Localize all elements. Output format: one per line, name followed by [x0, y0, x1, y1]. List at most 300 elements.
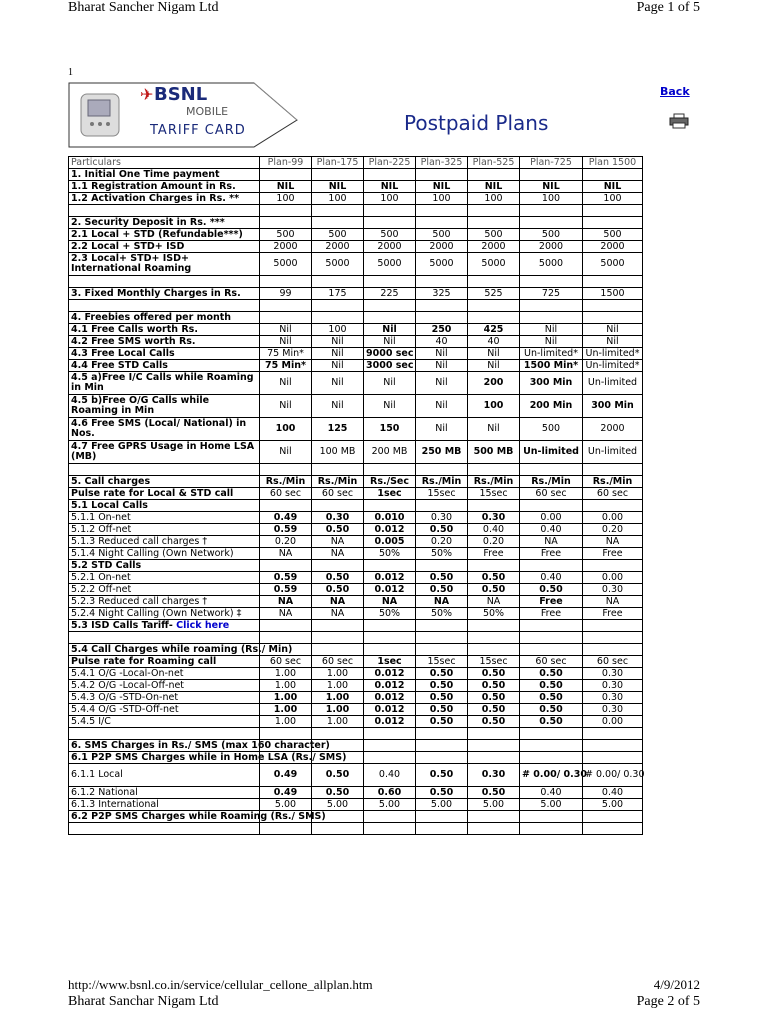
- table-cell: [520, 644, 583, 656]
- row-label: 5.3 ISD Calls Tariff- Click here: [69, 620, 260, 632]
- table-cell: 60 sec: [260, 488, 312, 500]
- table-cell: [364, 169, 416, 181]
- table-cell: [312, 300, 364, 312]
- table-cell: 2000: [583, 241, 643, 253]
- table-cell: [312, 500, 364, 512]
- table-cell: NA: [312, 548, 364, 560]
- table-cell: [520, 728, 583, 740]
- table-row: [69, 644, 643, 656]
- table-cell: 75 Min*: [260, 348, 312, 360]
- table-cell: 500: [260, 229, 312, 241]
- table-cell: 500: [364, 229, 416, 241]
- table-cell: NA: [468, 596, 520, 608]
- table-cell: 5000: [583, 253, 643, 276]
- table-cell: 425: [468, 324, 520, 336]
- table-cell: 0.012: [364, 692, 416, 704]
- table-cell: 0.50: [520, 704, 583, 716]
- table-row: [69, 348, 643, 360]
- row-label: 5. Call charges: [69, 476, 260, 488]
- table-cell: 0.20: [260, 536, 312, 548]
- table-cell: Nil: [468, 418, 520, 441]
- table-cell: [416, 560, 468, 572]
- table-cell: 0.50: [468, 716, 520, 728]
- table-cell: 100: [583, 193, 643, 205]
- table-cell: [468, 205, 520, 217]
- table-cell: 1.00: [312, 680, 364, 692]
- table-cell: [364, 728, 416, 740]
- table-cell: 0.50: [312, 572, 364, 584]
- table-cell: NA: [583, 536, 643, 548]
- table-cell: Free: [468, 548, 520, 560]
- table-cell: Nil: [468, 360, 520, 372]
- row-label: 5.4 Call Charges while roaming (Rs./ Min): [69, 644, 260, 656]
- footer-url: http://www.bsnl.co.in/service/cellular_cellone_allplan.htm: [68, 977, 373, 992]
- table-cell: [583, 217, 643, 229]
- table-cell: [468, 811, 520, 823]
- table-cell: 0.50: [520, 680, 583, 692]
- table-cell: [260, 169, 312, 181]
- table-cell: Un-limited*: [520, 348, 583, 360]
- table-row: [69, 181, 643, 193]
- row-label: [69, 632, 260, 644]
- table-cell: [364, 312, 416, 324]
- table-cell: Nil: [520, 324, 583, 336]
- table-cell: 1.00: [312, 668, 364, 680]
- table-cell: 15sec: [416, 488, 468, 500]
- row-label: 4.6 Free SMS (Local/ National) in Nos.: [69, 418, 260, 441]
- table-cell: [468, 632, 520, 644]
- table-cell: 0.50: [312, 584, 364, 596]
- logo-sub: MOBILE: [186, 105, 229, 118]
- table-cell: NA: [312, 608, 364, 620]
- table-cell: [468, 217, 520, 229]
- table-row: [69, 608, 643, 620]
- table-cell: [312, 823, 364, 835]
- table-cell: [364, 811, 416, 823]
- table-cell: [364, 217, 416, 229]
- table-row: [69, 787, 643, 799]
- table-cell: 5000: [364, 253, 416, 276]
- table-cell: [583, 728, 643, 740]
- row-label: 5.2.4 Night Calling (Own Network) ‡: [69, 608, 260, 620]
- table-cell: [312, 312, 364, 324]
- table-cell: NA: [364, 596, 416, 608]
- table-cell: NIL: [364, 181, 416, 193]
- table-row: [69, 500, 643, 512]
- table-cell: Plan-225: [364, 157, 416, 169]
- table-cell: 0.012: [364, 680, 416, 692]
- table-cell: 60 sec: [312, 656, 364, 668]
- table-cell: 2000: [260, 241, 312, 253]
- table-row: [69, 716, 643, 728]
- table-row: [69, 692, 643, 704]
- table-cell: 50%: [364, 548, 416, 560]
- table-cell: 0.50: [416, 704, 468, 716]
- table-cell: 500 MB: [468, 441, 520, 464]
- table-cell: Rs./Min: [416, 476, 468, 488]
- table-cell: [364, 500, 416, 512]
- table-cell: 0.50: [416, 764, 468, 787]
- row-label: 5.1.1 On-net: [69, 512, 260, 524]
- table-cell: 0.40: [520, 524, 583, 536]
- table-cell: NIL: [312, 181, 364, 193]
- table-cell: 100: [468, 193, 520, 205]
- table-cell: [520, 217, 583, 229]
- table-row: [69, 680, 643, 692]
- table-cell: 5000: [468, 253, 520, 276]
- table-cell: [260, 312, 312, 324]
- table-cell: Rs./Min: [583, 476, 643, 488]
- table-cell: 0.30: [583, 692, 643, 704]
- table-cell: 0.50: [312, 787, 364, 799]
- logo-card: TARIFF CARD: [150, 123, 246, 138]
- table-cell: [364, 752, 416, 764]
- footer-date: 4/9/2012: [653, 977, 700, 992]
- footer-right: Page 2 of 5: [636, 994, 700, 1009]
- table-cell: 40: [468, 336, 520, 348]
- page-title: Postpaid Plans: [404, 111, 549, 135]
- table-cell: [583, 169, 643, 181]
- table-cell: [520, 740, 583, 752]
- table-cell: 0.50: [312, 764, 364, 787]
- table-cell: 0.50: [416, 787, 468, 799]
- table-cell: 0.50: [416, 524, 468, 536]
- table-cell: 1.00: [260, 668, 312, 680]
- table-cell: 0.50: [468, 680, 520, 692]
- table-cell: 2000: [312, 241, 364, 253]
- table-row: [69, 336, 643, 348]
- table-cell: [416, 500, 468, 512]
- table-cell: Plan 1500: [583, 157, 643, 169]
- table-cell: 2000: [468, 241, 520, 253]
- table-row: [69, 229, 643, 241]
- row-label: [69, 728, 260, 740]
- table-cell: 1.00: [260, 680, 312, 692]
- table-row: [69, 823, 643, 835]
- row-label: 2.2 Local + STD+ ISD: [69, 241, 260, 253]
- table-cell: 100: [312, 324, 364, 336]
- table-cell: 0.59: [260, 524, 312, 536]
- table-row: [69, 464, 643, 476]
- row-label: 5.1.3 Reduced call charges †: [69, 536, 260, 548]
- table-cell: 0.50: [520, 692, 583, 704]
- row-label: 4.7 Free GPRS Usage in Home LSA (MB): [69, 441, 260, 464]
- table-cell: 50%: [416, 548, 468, 560]
- table-cell: Nil: [312, 348, 364, 360]
- table-cell: 0.50: [468, 704, 520, 716]
- table-cell: 5000: [416, 253, 468, 276]
- table-cell: NA: [260, 608, 312, 620]
- row-label: 1. Initial One Time payment: [69, 169, 260, 181]
- table-cell: [312, 728, 364, 740]
- table-row: [69, 217, 643, 229]
- table-cell: Free: [583, 608, 643, 620]
- table-cell: [364, 740, 416, 752]
- table-cell: [468, 300, 520, 312]
- table-cell: Nil: [583, 336, 643, 348]
- table-cell: # 0.00/ 0.30: [583, 764, 643, 787]
- table-cell: 5.00: [468, 799, 520, 811]
- table-cell: 1.00: [260, 716, 312, 728]
- table-cell: 15sec: [416, 656, 468, 668]
- table-cell: Nil: [416, 348, 468, 360]
- table-cell: Nil: [364, 324, 416, 336]
- table-row: [69, 764, 643, 787]
- row-label: 4.4 Free STD Calls: [69, 360, 260, 372]
- table-cell: 50%: [468, 608, 520, 620]
- table-row: [69, 193, 643, 205]
- table-cell: Free: [520, 596, 583, 608]
- table-cell: Rs./Min: [312, 476, 364, 488]
- table-cell: 0.59: [260, 584, 312, 596]
- table-row: [69, 656, 643, 668]
- table-cell: [583, 823, 643, 835]
- page-header-right: Page 1 of 5: [636, 0, 700, 15]
- table-cell: 0.20: [583, 524, 643, 536]
- table-cell: 0.50: [468, 787, 520, 799]
- table-cell: [520, 205, 583, 217]
- table-cell: [416, 823, 468, 835]
- table-cell: 0.00: [583, 716, 643, 728]
- table-row: [69, 799, 643, 811]
- table-cell: 0.50: [468, 572, 520, 584]
- table-cell: [520, 169, 583, 181]
- table-cell: 500: [520, 418, 583, 441]
- table-cell: 60 sec: [312, 488, 364, 500]
- table-cell: Plan-99: [260, 157, 312, 169]
- table-cell: 0.50: [416, 716, 468, 728]
- table-cell: 150: [364, 418, 416, 441]
- table-cell: [260, 728, 312, 740]
- table-cell: [364, 276, 416, 288]
- table-cell: [260, 217, 312, 229]
- row-label: 4.5 b)Free O/G Calls while Roaming in Min: [69, 395, 260, 418]
- table-cell: [260, 300, 312, 312]
- table-cell: [468, 644, 520, 656]
- isd-tariff-link[interactable]: Click here: [176, 619, 230, 631]
- table-cell: [364, 464, 416, 476]
- row-label: 6.1.1 Local: [69, 764, 260, 787]
- table-cell: 50%: [364, 608, 416, 620]
- table-cell: 2000: [416, 241, 468, 253]
- row-label: 5.2 STD Calls: [69, 560, 260, 572]
- table-cell: 1sec: [364, 656, 416, 668]
- row-label: 4.5 a)Free I/C Calls while Roaming in Min: [69, 372, 260, 395]
- table-cell: [260, 632, 312, 644]
- table-row: [69, 372, 643, 395]
- table-cell: 0.50: [468, 584, 520, 596]
- table-cell: 0.012: [364, 716, 416, 728]
- table-cell: 5000: [312, 253, 364, 276]
- table-cell: 0.30: [468, 512, 520, 524]
- table-cell: [416, 740, 468, 752]
- table-cell: 5.00: [583, 799, 643, 811]
- table-cell: [583, 276, 643, 288]
- table-row: [69, 157, 643, 169]
- table-cell: Rs./Min: [468, 476, 520, 488]
- table-cell: Nil: [312, 336, 364, 348]
- table-cell: 40: [416, 336, 468, 348]
- row-label: 4.1 Free Calls worth Rs.: [69, 324, 260, 336]
- row-label: 5.4.4 O/G -STD-Off-net: [69, 704, 260, 716]
- table-cell: Nil: [260, 441, 312, 464]
- table-cell: [416, 217, 468, 229]
- table-cell: Un-limited: [583, 372, 643, 395]
- table-cell: 200 Min: [520, 395, 583, 418]
- row-label: 2.3 Local+ STD+ ISD+ International Roaming: [69, 253, 260, 276]
- table-cell: Nil: [520, 336, 583, 348]
- table-cell: [583, 560, 643, 572]
- row-label: [69, 276, 260, 288]
- table-cell: 0.50: [416, 692, 468, 704]
- table-row: [69, 441, 643, 464]
- table-cell: 100: [312, 193, 364, 205]
- table-cell: [468, 169, 520, 181]
- table-cell: [520, 752, 583, 764]
- table-cell: Nil: [416, 418, 468, 441]
- table-cell: [364, 620, 416, 632]
- row-label: 4.2 Free SMS worth Rs.: [69, 336, 260, 348]
- table-cell: 15sec: [468, 488, 520, 500]
- table-cell: Free: [520, 608, 583, 620]
- table-cell: 5000: [520, 253, 583, 276]
- table-cell: Nil: [364, 395, 416, 418]
- table-cell: [583, 752, 643, 764]
- row-label: 4.3 Free Local Calls: [69, 348, 260, 360]
- table-cell: 0.40: [468, 524, 520, 536]
- table-cell: 500: [416, 229, 468, 241]
- table-cell: 500: [468, 229, 520, 241]
- table-cell: [583, 500, 643, 512]
- table-cell: [260, 500, 312, 512]
- table-cell: Nil: [583, 324, 643, 336]
- table-row: [69, 584, 643, 596]
- footer-left: Bharat Sanchar Nigam Ltd: [68, 994, 219, 1009]
- table-cell: 9000 sec: [364, 348, 416, 360]
- table-cell: [260, 205, 312, 217]
- table-row: [69, 548, 643, 560]
- table-cell: [312, 560, 364, 572]
- table-cell: [260, 464, 312, 476]
- table-cell: 2000: [364, 241, 416, 253]
- table-cell: [312, 217, 364, 229]
- table-cell: 0.012: [364, 524, 416, 536]
- table-cell: 100: [520, 193, 583, 205]
- table-cell: Un-limited: [520, 441, 583, 464]
- table-cell: 0.50: [416, 584, 468, 596]
- row-label: Pulse rate for Local & STD call: [69, 488, 260, 500]
- row-label: 5.1.2 Off-net: [69, 524, 260, 536]
- table-cell: 1.00: [260, 692, 312, 704]
- table-cell: [416, 464, 468, 476]
- table-cell: [583, 632, 643, 644]
- table-cell: 0.012: [364, 584, 416, 596]
- table-cell: NIL: [468, 181, 520, 193]
- table-cell: 725: [520, 288, 583, 300]
- row-label: 5.4.3 O/G -STD-On-net: [69, 692, 260, 704]
- table-cell: 0.00: [520, 512, 583, 524]
- table-cell: 2000: [583, 418, 643, 441]
- table-cell: Nil: [364, 372, 416, 395]
- table-cell: [364, 644, 416, 656]
- table-row: [69, 276, 643, 288]
- table-cell: 500: [583, 229, 643, 241]
- table-row: [69, 740, 643, 752]
- table-cell: [364, 205, 416, 217]
- table-cell: [583, 464, 643, 476]
- table-cell: NA: [260, 596, 312, 608]
- table-cell: [416, 169, 468, 181]
- row-label: 6.1.3 International: [69, 799, 260, 811]
- table-cell: NA: [260, 548, 312, 560]
- row-label: 5.4.1 O/G -Local-On-net: [69, 668, 260, 680]
- table-cell: Nil: [416, 372, 468, 395]
- table-cell: [520, 560, 583, 572]
- table-row: [69, 752, 643, 764]
- table-cell: [416, 312, 468, 324]
- table-cell: [416, 276, 468, 288]
- table-row: [69, 536, 643, 548]
- row-label: 2. Security Deposit in Rs. ***: [69, 217, 260, 229]
- table-row: [69, 324, 643, 336]
- bsnl-logo: [68, 82, 298, 148]
- table-cell: 500: [312, 229, 364, 241]
- table-cell: [260, 560, 312, 572]
- table-cell: [520, 632, 583, 644]
- table-row: [69, 205, 643, 217]
- row-label: 1.2 Activation Charges in Rs. **: [69, 193, 260, 205]
- table-cell: [583, 620, 643, 632]
- logo-brand: BSNL: [154, 84, 208, 105]
- table-cell: Free: [520, 548, 583, 560]
- table-cell: Nil: [312, 395, 364, 418]
- table-cell: 0.012: [364, 668, 416, 680]
- table-cell: Nil: [416, 360, 468, 372]
- table-cell: [468, 620, 520, 632]
- table-cell: [312, 464, 364, 476]
- table-cell: [520, 464, 583, 476]
- row-label: Particulars: [69, 157, 260, 169]
- table-cell: [260, 823, 312, 835]
- table-cell: Nil: [364, 336, 416, 348]
- table-cell: 0.50: [468, 668, 520, 680]
- table-cell: 300 Min: [520, 372, 583, 395]
- table-cell: [583, 205, 643, 217]
- table-cell: [520, 276, 583, 288]
- row-label: 6.1.2 National: [69, 787, 260, 799]
- printer-icon[interactable]: [669, 113, 689, 129]
- table-cell: 0.50: [520, 668, 583, 680]
- table-row: [69, 632, 643, 644]
- table-cell: 60 sec: [520, 488, 583, 500]
- row-label: 6.2 P2P SMS Charges while Roaming (Rs./ SMS): [69, 811, 260, 823]
- table-cell: 1.00: [312, 716, 364, 728]
- table-cell: NA: [416, 596, 468, 608]
- table-cell: 0.49: [260, 764, 312, 787]
- table-cell: [416, 644, 468, 656]
- table-cell: 5.00: [364, 799, 416, 811]
- table-row: [69, 312, 643, 324]
- table-cell: [583, 312, 643, 324]
- table-row: [69, 728, 643, 740]
- row-label: [69, 205, 260, 217]
- table-cell: [364, 823, 416, 835]
- table-cell: [468, 740, 520, 752]
- table-cell: Un-limited*: [583, 348, 643, 360]
- back-link[interactable]: Back: [660, 85, 690, 98]
- table-cell: [468, 464, 520, 476]
- row-label: 5.2.3 Reduced call charges †: [69, 596, 260, 608]
